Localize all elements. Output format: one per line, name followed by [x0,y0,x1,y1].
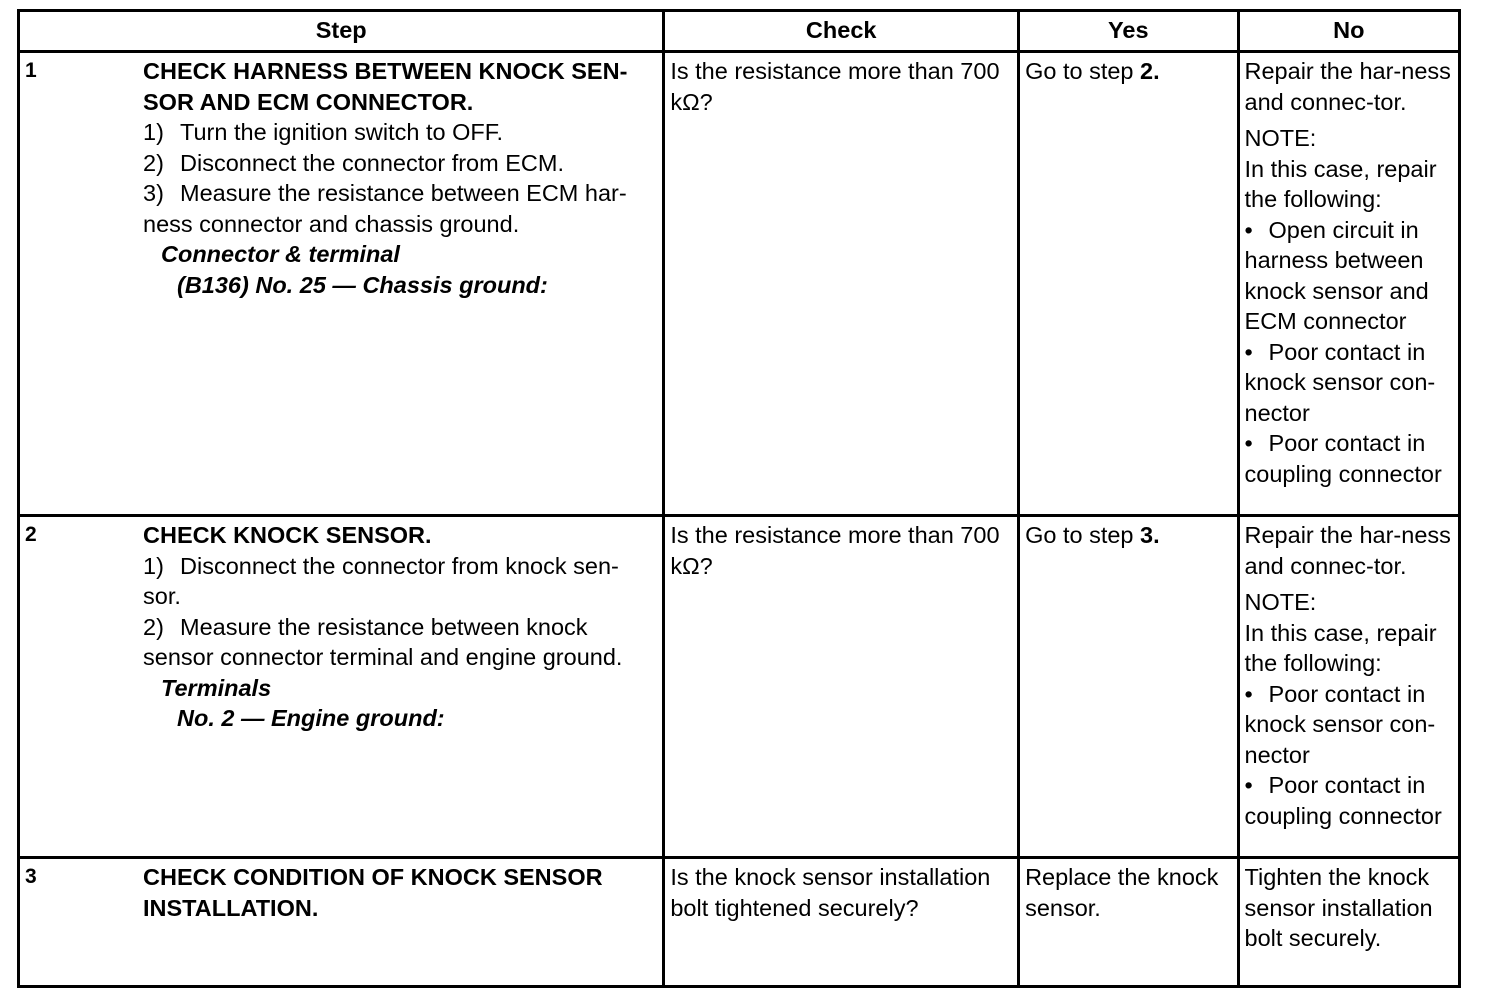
spec-label: Connector & terminal [161,241,400,267]
no-main-text: Repair the har-ness and connec-tor. [1244,522,1451,579]
list-item: • Poor contact in knock sensor con-nector [1244,338,1436,426]
note-text: In this case, repair the following: [1244,155,1437,212]
check-cell: Is the resistance more than 700 kΩ? [664,516,1019,858]
note-heading: NOTE: [1244,589,1317,615]
step-number: 1 [25,59,37,82]
spec-value: No. 2 — Engine ground: [177,705,445,731]
yes-cell: Go to step 2. [1019,52,1238,516]
check-cell: Is the resistance more than 700 kΩ? [664,52,1019,516]
spec-label: Terminals [161,674,272,701]
header-step: Step [19,11,664,52]
list-item: • Open circuit in harness between knock sensor and ECM connector [1244,216,1429,334]
header-check: Check [664,11,1019,52]
step-title: CHECK CONDITION OF KNOCK SENSOR INSTALLATION. [143,864,603,921]
header-no: No [1238,11,1459,52]
step-title: CHECK KNOCK SENSOR. [143,522,432,548]
table-row [19,52,1460,516]
step-number: 2 [25,523,37,546]
note-heading: NOTE: [1244,125,1317,151]
list-item: • Poor contact in knock sensor con-nector [1244,680,1436,768]
note-text: In this case, repair the following: [1244,619,1437,676]
table-row [19,516,1460,858]
diagnostic-table [17,9,1461,988]
yes-cell: Go to step 3. [1019,516,1238,858]
procedure-item: 1) Turn the ignition switch to OFF. [143,119,504,145]
step-cell [19,858,664,987]
header-row [19,11,1460,52]
no-main-text: Repair the har-ness and connec-tor. [1244,58,1451,115]
step-cell [19,516,664,858]
check-cell: Is the knock sensor installation bolt tightened securely? [664,858,1019,987]
step-number: 3 [25,865,37,888]
procedure-item: 3) Measure the resistance between ECM har-ness connector and chassis ground. [143,180,627,237]
procedure-item: 2) Measure the resistance between knock sensor connector terminal and engine ground. [143,613,623,670]
list-item: • Poor contact in coupling connector [1244,430,1442,487]
yes-cell: Replace the knock sensor. [1019,858,1238,987]
table-row [19,858,1460,987]
no-cell: Tighten the knock sensor installation bolt securely. [1238,858,1459,987]
step-cell [19,52,664,516]
spec-value: (B136) No. 25 — Chassis ground: [177,271,548,298]
no-cell [1238,516,1459,858]
procedure-item: 2) Disconnect the connector from ECM. [143,149,564,176]
list-item: • Poor contact in coupling connector [1244,772,1442,829]
procedure-item: 1) Disconnect the connector from knock sen-sor. [143,552,619,609]
header-yes: Yes [1019,11,1238,52]
step-title: CHECK HARNESS BETWEEN KNOCK SEN-SOR AND ECM CONNECTOR. [143,58,628,115]
no-cell [1238,52,1459,516]
